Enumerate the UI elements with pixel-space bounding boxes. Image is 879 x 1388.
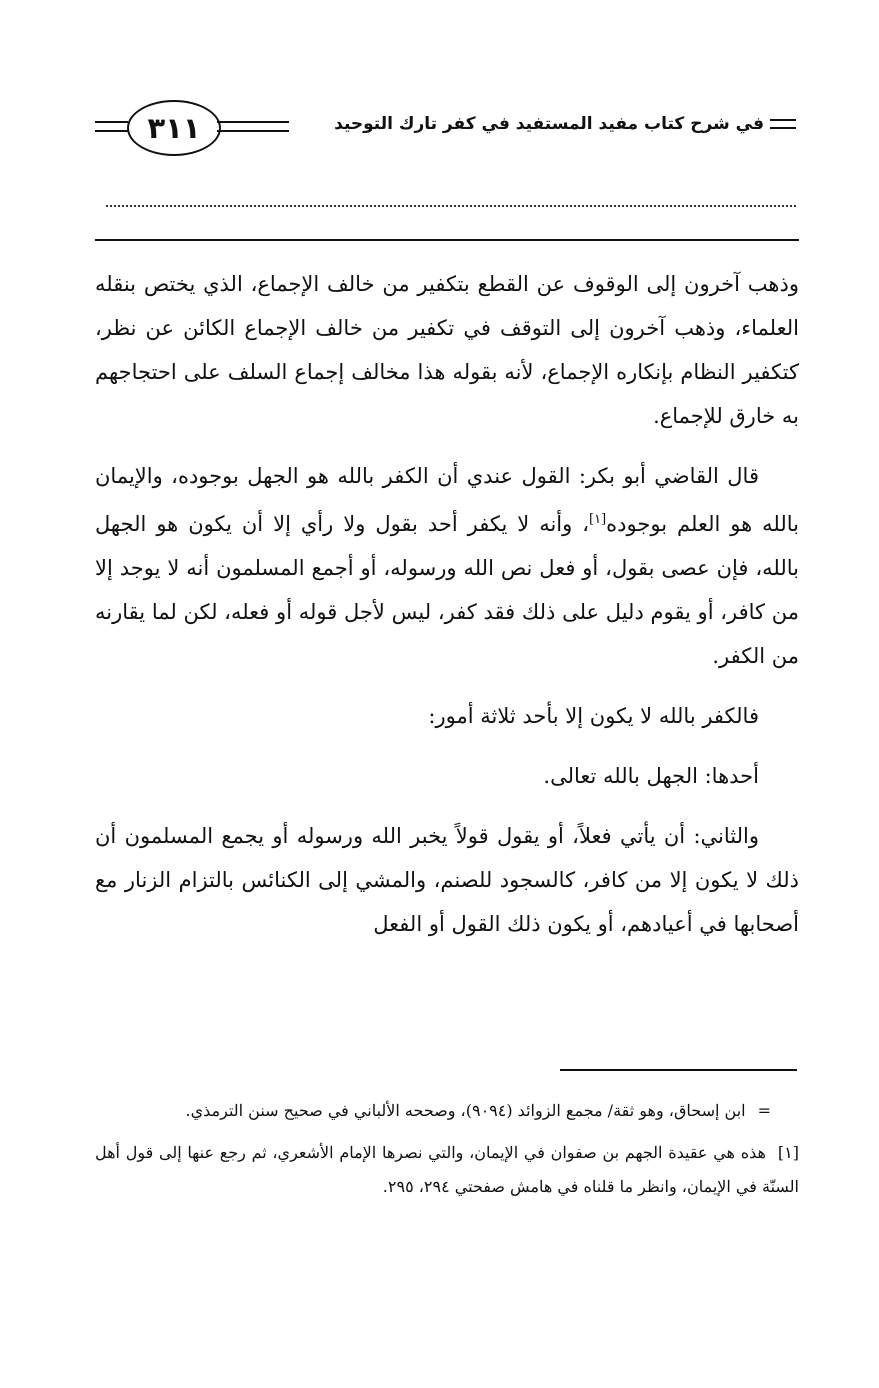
header-ornament-line-left <box>95 121 128 132</box>
paragraph-4: أحدها: الجهل بالله تعالى. <box>543 764 759 788</box>
header-rule <box>95 239 799 241</box>
paragraph-3: فالكفر بالله لا يكون إلا بأحد ثلاثة أمور: <box>428 704 759 728</box>
footnote-continuation-text: ابن إسحاق، وهو ثقة/ مجمع الزوائد (٩٠٩٤)، وصححه الألباني في صحيح سنن الترمذي. <box>185 1101 746 1120</box>
paragraph-5: والثاني: أن يأتي فعلاً، أو يقول قولاً يخبر الله ورسوله أو يجمع المسلمون أن ذلك لا يكون إلا من كافر، كالسجود للصنم، والمشي إلى الكنائس بالتزام الزنار مع أصحابها في أعيادهم، أو يكون ذلك القول أو الفعل <box>95 824 799 936</box>
footnote-reference: [١] <box>589 512 607 527</box>
footnote-rule <box>560 1069 797 1071</box>
paragraph-2-part-b: ، وأنه لا يكفر أحد بقول ولا رأي إلا أن يكون هو الجهل بالله، فإن عصى بقول، أو فعل نص الله ورسوله، أو أجمع المسلمون أنه لا يوجد إلا من كافر، أو يقوم دليل على ذلك فقد كفر، ليس لأجل قوله أو فعله، لكن لما يقارنه من الكفر. <box>95 512 799 668</box>
dotted-separator <box>106 193 796 207</box>
paragraph-2 <box>95 454 799 678</box>
footnote-1-mark: [١] <box>777 1143 800 1162</box>
footnotes <box>95 1094 799 1212</box>
page-number: ٣١١ <box>127 100 221 156</box>
paragraph-1: وذهب آخرون إلى الوقوف عن القطع بتكفير من خالف الإجماع، الذي يختص بنقله العلماء، وذهب آخرون إلى التوقف في تكفير من خالف الإجماع الكائن عن نظر، كتكفير النظام بإنكاره الإجماع، لأنه بقوله هذا مخالف إجماع السلف على احتجاجهم به خارق للإجماع. <box>95 272 799 428</box>
footnote-continuation <box>95 1094 799 1128</box>
footnote-1 <box>95 1136 799 1204</box>
running-header <box>334 114 796 134</box>
header-ornament-line-right <box>217 121 289 132</box>
main-text <box>95 262 799 962</box>
paragraph-2-part-a: قال القاضي أبو بكر: القول عندي أن الكفر بالله هو الجهل بوجوده، والإيمان بالله هو العلم بوجوده <box>95 464 799 536</box>
running-header-text: في شرح كتاب مفيد المستفيد في كفر تارك التوحيد <box>334 114 764 134</box>
continuation-mark: = <box>757 1101 771 1120</box>
footnote-1-text: هذه هي عقيدة الجهم بن صفوان في الإيمان، والتي نصرها الإمام الأشعري، ثم رجع عنها إلى قول أهل السنّة في الإيمان، وانظر ما قلناه في هامش صفحتي ٢٩٤، ٢٩٥. <box>95 1143 799 1196</box>
header-dash-ornament <box>770 119 796 129</box>
